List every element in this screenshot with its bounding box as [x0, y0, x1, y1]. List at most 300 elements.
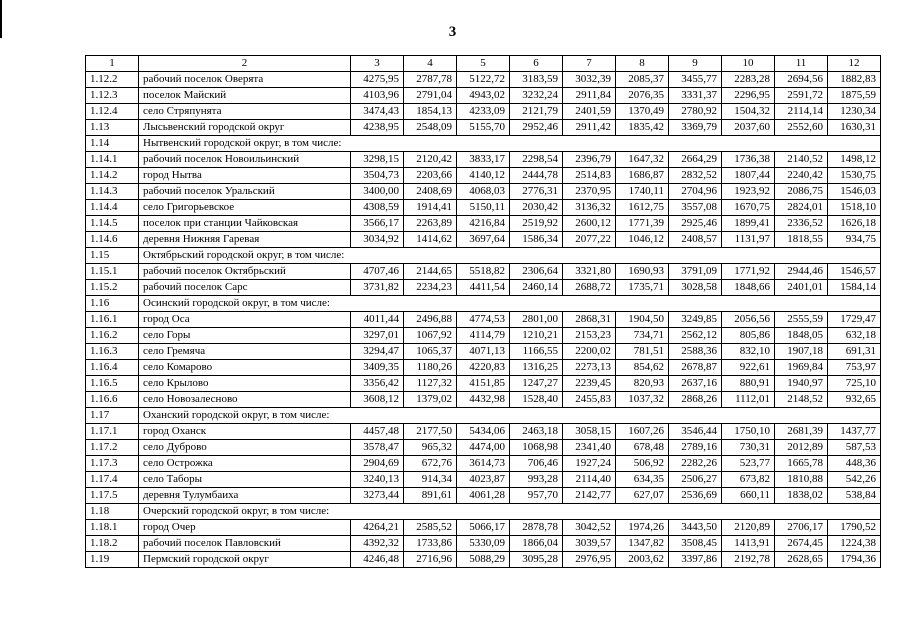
cell-value: 2706,17 — [775, 520, 828, 536]
cell-value: 922,61 — [722, 360, 775, 376]
cell-value: 2944,46 — [775, 264, 828, 280]
cell-value: 734,71 — [616, 328, 669, 344]
cell-value: 1875,59 — [828, 88, 881, 104]
cell-value: 1974,26 — [616, 520, 669, 536]
cell-value: 2140,52 — [775, 152, 828, 168]
cell-value: 1546,03 — [828, 184, 881, 200]
cell-code: 1.17.2 — [86, 440, 139, 456]
cell-value: 3546,44 — [669, 424, 722, 440]
cell-value: 3731,82 — [351, 280, 404, 296]
cell-code: 1.14.2 — [86, 168, 139, 184]
cell-value: 2273,13 — [563, 360, 616, 376]
cell-value: 3058,15 — [563, 424, 616, 440]
cell-name: село Таборы — [139, 472, 351, 488]
cell-value: 1686,87 — [616, 168, 669, 184]
cell-value: 3297,01 — [351, 328, 404, 344]
cell-value: 4774,53 — [457, 312, 510, 328]
cell-value: 2776,31 — [510, 184, 563, 200]
column-header: 11 — [775, 56, 828, 72]
cell-code: 1.14 — [86, 136, 139, 152]
cell-value: 2925,46 — [669, 216, 722, 232]
cell-code: 1.17.3 — [86, 456, 139, 472]
cell-name: город Нытва — [139, 168, 351, 184]
cell-value: 820,93 — [616, 376, 669, 392]
cell-value: 725,10 — [828, 376, 881, 392]
cell-value: 3028,58 — [669, 280, 722, 296]
cell-code: 1.16.5 — [86, 376, 139, 392]
cell-name: Осинский городской округ, в том числе: — [139, 296, 881, 312]
cell-value: 5155,70 — [457, 120, 510, 136]
cell-code: 1.12.4 — [86, 104, 139, 120]
cell-value: 1670,75 — [722, 200, 775, 216]
cell-value: 4151,85 — [457, 376, 510, 392]
cell-value: 2296,95 — [722, 88, 775, 104]
table-row — [86, 120, 881, 136]
cell-value: 3508,45 — [669, 536, 722, 552]
cell-code: 1.16.1 — [86, 312, 139, 328]
cell-name: рабочий поселок Сарс — [139, 280, 351, 296]
cell-value: 2142,77 — [563, 488, 616, 504]
cell-value: 2306,64 — [510, 264, 563, 280]
cell-value: 2200,02 — [563, 344, 616, 360]
cell-value: 4068,03 — [457, 184, 510, 200]
cell-name: село Стряпунята — [139, 104, 351, 120]
table-row — [86, 536, 881, 552]
cell-name: город Оханск — [139, 424, 351, 440]
cell-value: 3833,17 — [457, 152, 510, 168]
cell-value: 2144,65 — [404, 264, 457, 280]
cell-value: 4943,02 — [457, 88, 510, 104]
cell-name: рабочий поселок Павловский — [139, 536, 351, 552]
cell-value: 2077,22 — [563, 232, 616, 248]
cell-value: 4216,84 — [457, 216, 510, 232]
cell-value: 1127,32 — [404, 376, 457, 392]
cell-value: 3455,77 — [669, 72, 722, 88]
cell-code: 1.16.2 — [86, 328, 139, 344]
table-row — [86, 216, 881, 232]
cell-value: 4140,12 — [457, 168, 510, 184]
cell-value: 3697,64 — [457, 232, 510, 248]
cell-value: 3095,28 — [510, 552, 563, 568]
cell-value: 2952,46 — [510, 120, 563, 136]
cell-value: 3356,42 — [351, 376, 404, 392]
cell-value: 4275,95 — [351, 72, 404, 88]
cell-value: 2177,50 — [404, 424, 457, 440]
cell-value: 2496,88 — [404, 312, 457, 328]
cell-value: 3032,39 — [563, 72, 616, 88]
cell-value: 3504,73 — [351, 168, 404, 184]
cell-value: 1790,52 — [828, 520, 881, 536]
cell-value: 3614,73 — [457, 456, 510, 472]
cell-value: 730,31 — [722, 440, 775, 456]
cell-value: 1112,01 — [722, 392, 775, 408]
table-row — [86, 72, 881, 88]
cell-value: 1518,10 — [828, 200, 881, 216]
cell-value: 3298,15 — [351, 152, 404, 168]
cell-value: 2114,14 — [775, 104, 828, 120]
cell-value: 914,34 — [404, 472, 457, 488]
cell-value: 2664,29 — [669, 152, 722, 168]
cell-value: 2694,56 — [775, 72, 828, 88]
cell-code: 1.19 — [86, 552, 139, 568]
cell-value: 2085,37 — [616, 72, 669, 88]
cell-value: 2370,95 — [563, 184, 616, 200]
cell-value: 1065,37 — [404, 344, 457, 360]
cell-value: 1370,49 — [616, 104, 669, 120]
cell-name: село Гремяча — [139, 344, 351, 360]
cell-value: 1437,77 — [828, 424, 881, 440]
cell-value: 4103,96 — [351, 88, 404, 104]
table-row — [86, 488, 881, 504]
cell-value: 1740,11 — [616, 184, 669, 200]
cell-value: 2298,54 — [510, 152, 563, 168]
cell-value: 753,97 — [828, 360, 881, 376]
cell-name: село Новозалесново — [139, 392, 351, 408]
cell-name: Очерский городской округ, в том числе: — [139, 504, 881, 520]
cell-value: 1882,83 — [828, 72, 881, 88]
cell-value: 2791,04 — [404, 88, 457, 104]
cell-value: 1854,13 — [404, 104, 457, 120]
cell-code: 1.15 — [86, 248, 139, 264]
table-row — [86, 264, 881, 280]
rates-table — [85, 55, 881, 568]
table-row — [86, 184, 881, 200]
cell-value: 2506,27 — [669, 472, 722, 488]
cell-value: 3232,24 — [510, 88, 563, 104]
cell-value: 2408,69 — [404, 184, 457, 200]
cell-value: 2120,89 — [722, 520, 775, 536]
cell-value: 3136,32 — [563, 200, 616, 216]
table-row — [86, 328, 881, 344]
cell-value: 672,76 — [404, 456, 457, 472]
column-header: 1 — [86, 56, 139, 72]
cell-value: 932,65 — [828, 392, 881, 408]
cell-value: 3249,85 — [669, 312, 722, 328]
cell-value: 3240,13 — [351, 472, 404, 488]
cell-value: 2234,23 — [404, 280, 457, 296]
cell-value: 832,10 — [722, 344, 775, 360]
cell-code: 1.17.4 — [86, 472, 139, 488]
cell-code: 1.17 — [86, 408, 139, 424]
cell-value: 523,77 — [722, 456, 775, 472]
cell-value: 1498,12 — [828, 152, 881, 168]
cell-value: 1068,98 — [510, 440, 563, 456]
cell-name: город Очер — [139, 520, 351, 536]
cell-value: 1729,47 — [828, 312, 881, 328]
cell-code: 1.14.5 — [86, 216, 139, 232]
cell-name: рабочий поселок Уральский — [139, 184, 351, 200]
cell-value: 1750,10 — [722, 424, 775, 440]
cell-value: 2153,23 — [563, 328, 616, 344]
cell-value: 1131,97 — [722, 232, 775, 248]
cell-code: 1.16.3 — [86, 344, 139, 360]
cell-value: 1224,38 — [828, 536, 881, 552]
cell-value: 587,53 — [828, 440, 881, 456]
cell-value: 1733,86 — [404, 536, 457, 552]
cell-value: 1528,40 — [510, 392, 563, 408]
cell-value: 4411,54 — [457, 280, 510, 296]
cell-code: 1.14.1 — [86, 152, 139, 168]
cell-value: 2688,72 — [563, 280, 616, 296]
cell-value: 4474,00 — [457, 440, 510, 456]
cell-value: 1665,78 — [775, 456, 828, 472]
table-row — [86, 88, 881, 104]
cell-value: 1907,18 — [775, 344, 828, 360]
cell-code: 1.17.5 — [86, 488, 139, 504]
cell-value: 1166,55 — [510, 344, 563, 360]
cell-value: 2037,60 — [722, 120, 775, 136]
cell-value: 5122,72 — [457, 72, 510, 88]
cell-value: 5518,82 — [457, 264, 510, 280]
column-header: 3 — [351, 56, 404, 72]
cell-value: 1914,41 — [404, 200, 457, 216]
cell-value: 2240,42 — [775, 168, 828, 184]
cell-value: 2824,01 — [775, 200, 828, 216]
cell-value: 2628,65 — [775, 552, 828, 568]
cell-value: 1735,71 — [616, 280, 669, 296]
cell-value: 4457,48 — [351, 424, 404, 440]
cell-value: 506,92 — [616, 456, 669, 472]
cell-value: 4011,44 — [351, 312, 404, 328]
cell-value: 1690,93 — [616, 264, 669, 280]
table-row — [86, 104, 881, 120]
column-header: 6 — [510, 56, 563, 72]
cell-name: поселок при станции Чайковская — [139, 216, 351, 232]
cell-value: 1736,38 — [722, 152, 775, 168]
cell-value: 2056,56 — [722, 312, 775, 328]
cell-value: 1347,82 — [616, 536, 669, 552]
cell-value: 2444,78 — [510, 168, 563, 184]
cell-value: 1940,97 — [775, 376, 828, 392]
cell-value: 632,18 — [828, 328, 881, 344]
cell-value: 880,91 — [722, 376, 775, 392]
section-header-row — [86, 408, 881, 424]
cell-code: 1.15.2 — [86, 280, 139, 296]
cell-value: 673,82 — [722, 472, 775, 488]
cell-value: 2591,72 — [775, 88, 828, 104]
cell-value: 1771,92 — [722, 264, 775, 280]
cell-value: 3369,79 — [669, 120, 722, 136]
cell-value: 2780,92 — [669, 104, 722, 120]
cell-value: 2120,42 — [404, 152, 457, 168]
cell-value: 781,51 — [616, 344, 669, 360]
cell-value: 2562,12 — [669, 328, 722, 344]
cell-value: 448,36 — [828, 456, 881, 472]
table-row — [86, 344, 881, 360]
cell-value: 1210,21 — [510, 328, 563, 344]
table-row — [86, 312, 881, 328]
cell-value: 3566,17 — [351, 216, 404, 232]
cell-value: 1586,34 — [510, 232, 563, 248]
cell-name: рабочий поселок Новоильинский — [139, 152, 351, 168]
column-header-row — [86, 56, 881, 72]
cell-value: 1969,84 — [775, 360, 828, 376]
cell-code: 1.16.4 — [86, 360, 139, 376]
cell-value: 1810,88 — [775, 472, 828, 488]
cell-value: 854,62 — [616, 360, 669, 376]
cell-value: 678,48 — [616, 440, 669, 456]
cell-value: 1794,36 — [828, 552, 881, 568]
section-header-row — [86, 296, 881, 312]
cell-value: 2086,75 — [775, 184, 828, 200]
cell-value: 691,31 — [828, 344, 881, 360]
cell-value: 4432,98 — [457, 392, 510, 408]
cell-value: 1927,24 — [563, 456, 616, 472]
cell-value: 1180,26 — [404, 360, 457, 376]
table-row — [86, 552, 881, 568]
cell-value: 2114,40 — [563, 472, 616, 488]
cell-value: 2519,92 — [510, 216, 563, 232]
cell-value: 4061,28 — [457, 488, 510, 504]
cell-value: 957,70 — [510, 488, 563, 504]
cell-code: 1.18.1 — [86, 520, 139, 536]
cell-name: рабочий поселок Октябрьский — [139, 264, 351, 280]
cell-value: 2704,96 — [669, 184, 722, 200]
cell-value: 2455,83 — [563, 392, 616, 408]
cell-value: 2600,12 — [563, 216, 616, 232]
cell-value: 4392,32 — [351, 536, 404, 552]
cell-value: 3557,08 — [669, 200, 722, 216]
cell-value: 2460,14 — [510, 280, 563, 296]
cell-value: 4246,48 — [351, 552, 404, 568]
cell-code: 1.14.3 — [86, 184, 139, 200]
cell-value: 2396,79 — [563, 152, 616, 168]
cell-value: 542,26 — [828, 472, 881, 488]
cell-value: 2904,69 — [351, 456, 404, 472]
cell-value: 2976,95 — [563, 552, 616, 568]
cell-value: 2555,59 — [775, 312, 828, 328]
cell-value: 3294,47 — [351, 344, 404, 360]
cell-value: 4308,59 — [351, 200, 404, 216]
cell-name: Нытвенский городской округ, в том числе: — [139, 136, 881, 152]
table-row — [86, 520, 881, 536]
cell-value: 1904,50 — [616, 312, 669, 328]
cell-value: 2514,83 — [563, 168, 616, 184]
cell-value: 2678,87 — [669, 360, 722, 376]
cell-code: 1.16 — [86, 296, 139, 312]
cell-value: 3183,59 — [510, 72, 563, 88]
cell-name: поселок Майский — [139, 88, 351, 104]
cell-value: 5066,17 — [457, 520, 510, 536]
cell-name: рабочий поселок Оверята — [139, 72, 351, 88]
cell-value: 2076,35 — [616, 88, 669, 104]
cell-value: 2789,16 — [669, 440, 722, 456]
table-row — [86, 440, 881, 456]
cell-value: 805,86 — [722, 328, 775, 344]
cell-name: село Дуброво — [139, 440, 351, 456]
cell-value: 3443,50 — [669, 520, 722, 536]
table-row — [86, 456, 881, 472]
table-row — [86, 360, 881, 376]
cell-value: 1247,27 — [510, 376, 563, 392]
cell-value: 5330,09 — [457, 536, 510, 552]
cell-value: 2588,36 — [669, 344, 722, 360]
cell-value: 934,75 — [828, 232, 881, 248]
cell-value: 1771,39 — [616, 216, 669, 232]
cell-name: город Оса — [139, 312, 351, 328]
cell-value: 5150,11 — [457, 200, 510, 216]
cell-value: 2192,78 — [722, 552, 775, 568]
cell-value: 2911,42 — [563, 120, 616, 136]
cell-code: 1.17.1 — [86, 424, 139, 440]
table-row — [86, 472, 881, 488]
section-header-row — [86, 136, 881, 152]
cell-value: 706,46 — [510, 456, 563, 472]
cell-value: 4264,21 — [351, 520, 404, 536]
cell-value: 2868,26 — [669, 392, 722, 408]
column-header: 4 — [404, 56, 457, 72]
cell-code: 1.12.3 — [86, 88, 139, 104]
cell-value: 2030,42 — [510, 200, 563, 216]
cell-value: 2203,66 — [404, 168, 457, 184]
table-header — [86, 56, 881, 72]
cell-code: 1.12.2 — [86, 72, 139, 88]
cell-value: 2408,57 — [669, 232, 722, 248]
cell-value: 2585,52 — [404, 520, 457, 536]
cell-value: 2801,00 — [510, 312, 563, 328]
cell-value: 2263,89 — [404, 216, 457, 232]
cell-value: 3397,86 — [669, 552, 722, 568]
cell-value: 1504,32 — [722, 104, 775, 120]
cell-value: 2681,39 — [775, 424, 828, 440]
cell-name: село Григорьевское — [139, 200, 351, 216]
cell-value: 4233,09 — [457, 104, 510, 120]
column-header: 12 — [828, 56, 881, 72]
cell-value: 2637,16 — [669, 376, 722, 392]
cell-value: 538,84 — [828, 488, 881, 504]
cell-value: 2003,62 — [616, 552, 669, 568]
cell-value: 2283,28 — [722, 72, 775, 88]
cell-value: 1612,75 — [616, 200, 669, 216]
cell-code: 1.13 — [86, 120, 139, 136]
cell-value: 2012,89 — [775, 440, 828, 456]
cell-value: 2121,79 — [510, 104, 563, 120]
cell-value: 3039,57 — [563, 536, 616, 552]
cell-code: 1.14.4 — [86, 200, 139, 216]
cell-value: 1379,02 — [404, 392, 457, 408]
cell-value: 1923,92 — [722, 184, 775, 200]
cell-value: 1866,04 — [510, 536, 563, 552]
table-body — [86, 72, 881, 568]
cell-name: Оханский городской округ, в том числе: — [139, 408, 881, 424]
cell-value: 5434,06 — [457, 424, 510, 440]
cell-code: 1.18 — [86, 504, 139, 520]
cell-name: Октябрьский городской округ, в том числе: — [139, 248, 881, 264]
column-header: 10 — [722, 56, 775, 72]
cell-value: 3409,35 — [351, 360, 404, 376]
cell-value: 2716,96 — [404, 552, 457, 568]
cell-value: 2336,52 — [775, 216, 828, 232]
cell-value: 2239,45 — [563, 376, 616, 392]
column-header: 9 — [669, 56, 722, 72]
cell-name: село Крылово — [139, 376, 351, 392]
cell-value: 1818,55 — [775, 232, 828, 248]
table-row — [86, 280, 881, 296]
cell-value: 4114,79 — [457, 328, 510, 344]
cell-value: 1899,41 — [722, 216, 775, 232]
column-header: 5 — [457, 56, 510, 72]
cell-value: 2868,31 — [563, 312, 616, 328]
column-header: 8 — [616, 56, 669, 72]
cell-value: 660,11 — [722, 488, 775, 504]
cell-value: 5088,29 — [457, 552, 510, 568]
page-number: 3 — [448, 24, 457, 40]
cell-value: 993,28 — [510, 472, 563, 488]
cell-name: село Комарово — [139, 360, 351, 376]
cell-value: 1584,14 — [828, 280, 881, 296]
cell-value: 3034,92 — [351, 232, 404, 248]
cell-value: 3273,44 — [351, 488, 404, 504]
